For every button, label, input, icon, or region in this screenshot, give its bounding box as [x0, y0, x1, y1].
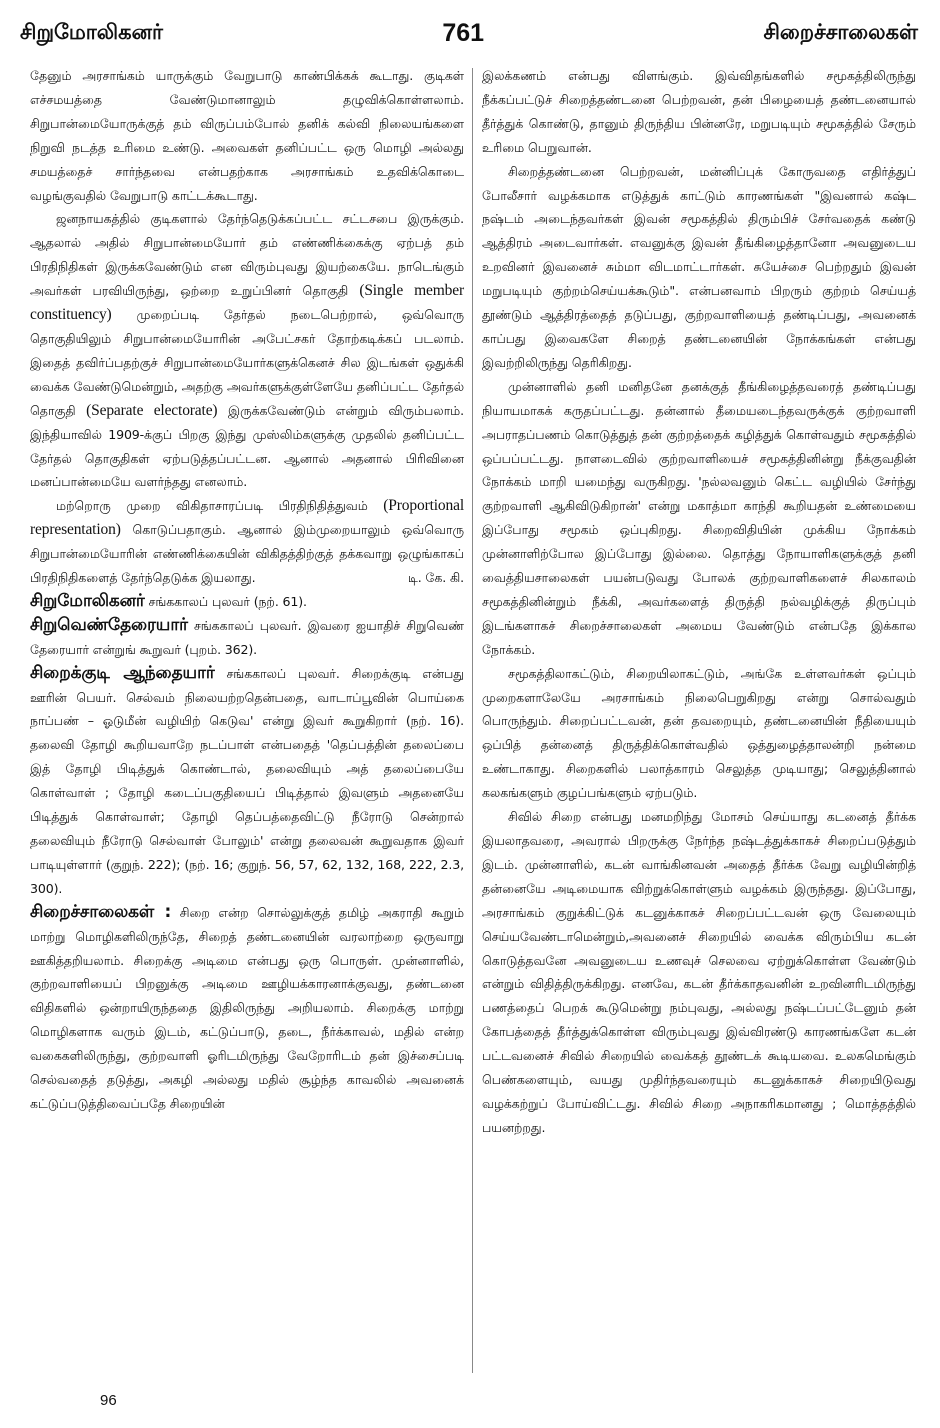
page-number: 761: [442, 18, 485, 47]
running-header: [20, 10, 918, 56]
text-run: முறைப்படி தேர்தல் நடைபெற்றால், ஒவ்வொரு தொகுதியிலும் சிறுபான்மையோரின் அபேட்சகர் தோற்கடிக்கப் படலாம். இதைத் தவிர்ப்பதற்குச் சிறுபான்மையோர்களுக்கெனச் சில இடங்கள் ஒதுக்கி வைக்க வேண்டுமென்றும், அதற்கு அவர்களுக்குள்ளேயே தனிப்பட்ட தேர்தல் தொகுதி: [30, 307, 464, 418]
entry-text: சிறை என்ற சொல்லுக்குத் தமிழ் அகராதி கூறும் மாற்று மொழிகளிலிருந்தே, சிறைத் தண்டனையின் வரலாற்றை ஒருவாறு ஊகித்தறியலாம். சிறைக்கு அடிமை என்பது ஒரு பொருள். முன்னாளில், குற்றவாளியைப் பிறனுக்கு அடிமை ஊழியக்காரனாக்குவது, தண்டனை விதிகளில் ஒன்றாயிருந்ததை இதிலிருந்து அறியலாம். சிறைக்கு மாற்று மொழிகளாக வரும் இடம், கட்டுப்பாடு, தடை, நீர்க்காவல், மதில் என்ற வகைகளிலிருந்து, குற்றவாளி ஓரிடமிருந்து வேறோரிடம் தன் இச்சைப்படி செல்வதைத் தடுத்து, அகழி அல்லது மதில் சூழ்ந்த காவலில் அவனைக் கட்டுப்படுத்திவைப்பதே சிறையின்: [30, 904, 464, 1111]
text-run: இருக்கவேண்டும் என்றும் விரும்பலாம். இந்தியாவில் 1909-க்குப் பிறகு இந்து முஸ்லிம்களுக்கு முதலில் தனிப்பட்ட தேர்தல் தொகுதிகள் ஏற்படுத்தப்பட்டன. ஆனால் அதனால் பிரிவினை மனப்பான்மையே வளர்ந்தது எனலாம்.: [30, 402, 464, 490]
paragraph: சமூகத்திலாகட்டும், சிறையிலாகட்டும், அங்கே உள்ளவர்கள் ஒப்பும் முறைகளாலேயே அரசாங்கம் நிலைபெறுகிறது என்று சொல்வதும் பொருந்தும். சிறைப்பட்டவன், தன் தவறையும், தண்டனையின் நீதியையும் ஒப்பித் தன்னைத் திருத்திக்கொள்வதில் ஒத்துழைத்தாலன்றி நன்மை உண்டாகாது. சிறைகளில் பலாத்காரம் செலுத்த முடியாது; செலுத்தினால் கலகங்களும் குழப்பங்களும் ஏற்படும்.: [482, 665, 916, 801]
header-right-guideword: சிறைச்சாலைகள்: [763, 19, 918, 44]
paragraph: [30, 207, 464, 494]
paragraph: [30, 494, 464, 590]
text-run: கொடுப்பதாகும். ஆனால் இம்முறையாலும் ஒவ்வொரு சிறுபான்மையோரின் எண்ணிக்கையின் விகிதத்திற்குத் தக்கவாறு ஒழுங்காகப் பிரதிநிதிகளைத் தேர்ந்தெடுக்க இயலாது.: [30, 522, 465, 586]
column-divider: [472, 68, 473, 1373]
entry-text: சங்ககாலப் புலவர். இவரை ஐயாதிச் சிறுவெண் தேரையார் என்றுங் கூறுவர் (புறம். 362).: [30, 617, 465, 657]
text-run: ஜனநாயகத்தில் குடிகளால் தேர்ந்தெடுக்கப்பட்ட சட்டசபை இருக்கும். ஆதலால் அதில் சிறுபான்மையோர் தம் எண்ணிக்கைக்கு ஏற்பத் தம் பிரதிநிதிகள் இருக்கவேண்டும் என விரும்புவது இயற்கையே. நாடெங்கும் அவர்கள் பரவியிருந்து, ஒற்றை உறுப்பினர் தொகுதி: [30, 211, 464, 299]
left-column: [30, 64, 464, 1116]
entry: [30, 901, 464, 1116]
right-column: [482, 64, 916, 1140]
text-run: மற்றொரு முறை விகிதாசாரப்படி பிரதிநிதித்துவம்: [56, 498, 368, 514]
entry-headword: சிறைச்சாலைகள் :: [30, 901, 172, 922]
entry-text: சங்ககாலப் புலவர் (நற். 61).: [148, 593, 307, 609]
paragraph: சிறைத்தண்டனை பெற்றவன், மன்னிப்புக் கோருவதை எதிர்த்துப் போலீசார் வழக்கமாக எடுத்துக் காட்டும் காரணங்கள் "இவனால் கஷ்ட நஷ்டம் அடைந்தவர்கள் இவன் சமூகத்தில் திரும்பிச் சேர்வதைக் கண்டு ஆத்திரம் அடைவார்கள். எவனுக்கு இவன் தீங்கிழைத்தானோ அவனுடைய உறவினர் இவனைச் சும்மா விடமாட்டார்கள். சுயேச்சை பெற்றதும் இவன் மறுபடியும் குற்றம்செய்யக்கூடும்". என்பனவாம் பிறரும் குற்றம் செய்யத் தூண்டும் ஆத்திரத்தைத் தடுப்பது, குற்றவாளியைத் தண்டிப்பது, அவனைக் காப்பது இவைகளே சிறைத் தண்டனையின் நோக்கங்கள் என்பது இவற்றிலிருந்து தெரிகிறது.: [482, 163, 916, 370]
english-term: (Single member constituency): [30, 282, 464, 324]
entry-text: சங்ககாலப் புலவர். சிறைக்குடி என்பது ஊரின் பெயர். செல்வம் நிலையற்றதென்பதை, வாடாப்பூவின் பொய்கை நாப்பண் – ஓடுமீன் வழியிற் கெடுவ' என்று இவர் கூறுகிறார் (நற். 16). தலைவி தோழி கூறியவாறே நடப்பாள் என்பதைத் 'தெப்பத்தின் தலைப்பை இத் தோழி பிடித்துக் கொண்டால், தலைவியும் அத் தலைப்பையே கொள்வாள் ; தோழி கடைப்பகுதியைப் பிடித்தால் இவளும் அதனையே பிடித்துக் கொள்வாள்; தோழி தெப்பத்தைவிட்டு நீரோடு சென்றால் தலைவியும் நீரோடு செல்வாள் போலும்' என்று தலைவன் கூறுவதாக இவர் பாடியுள்ளார் (குறுந். 222); (நற். 16; குறுந். 56, 57, 62, 132, 168, 222, 2.3, 300).: [30, 665, 464, 896]
paragraph: சிவில் சிறை என்பது மனமறிந்து மோசம் செய்யாது கடனைத் தீர்க்க இயலாதவரை, அவரால் பிறருக்கு நேர்ந்த நஷ்டத்துக்காகச் சிறைப்படுத்தும் இடம். முன்னாளில், கடன் வாங்கினவன் அதைத் தீர்க்க வேறு வழியின்றித் தன்னையே அடிமையாக விற்றுக்கொள்ளும் வழக்கம் இருந்தது. இப்போது, அரசாங்கம் குறுக்கிட்டுக் கடனுக்காகச் சிறைப்பட்டவன் ஒரு வேலையும் செய்யவேண்டாமென்றும்,அவனைச் சிறையில் வைக்க விரும்பிய கடன் கொடுத்தவனே அவனுடைய உணவுச் செலவை ஏற்றுக்கொள்ள வேண்டும் என்றும் விதித்திருக்கிறது. எனவே, கடன் தீர்க்காதவனின் உறவினரிடமிருந்து பணத்தைப் பெறக் கூடுமென்று நம்புவது, அல்லது நஷ்டப்பட்டேனும் தன் கோபத்தைத் தீர்த்துக்கொள்ள விரும்புவது இவ்விரண்டு காரணங்களே கடன் பட்டவனைச் சிவில் சிறையில் வைக்கத் தூண்டக் கூடியவை. உலகமெங்கும் பெண்களையும், வயது முதிர்ந்தவரையும் கடனுக்காகச் சிறையிடுவது வழக்கற்றுப் போய்விட்டது. சிவில் சிறை அநாகரிகமானது ; மொத்தத்தில் பயனற்றது.: [482, 809, 916, 1135]
paragraph: முன்னாளில் தனி மனிதனே தனக்குத் தீங்கிழைத்தவரைத் தண்டிப்பது நியாயமாகக் கருதப்பட்டது. தன்னால் தீமையடைந்தவருக்குக் குற்றவாளி அபராதப்பணம் கொடுத்துத் தன் குற்றத்தைக் கழித்துக் கொள்வதும் சமூகத்தில் ஒப்பப்பட்டது. நாளடைவில் குற்றவாளியைச் சமூகத்தினின்று நீக்குவதின் நோக்கம் மாறி யமைந்து வருகிறது. 'நல்லவனும் கெட்ட வழியில் சேர்ந்து குற்றவாளி ஆகிவிடுகிறான்' என்று மகாத்மா காந்தி கூறியதன் உண்மையை இப்போது சமூகம் ஒப்புகிறது. சிறைவிதியின் முக்கிய நோக்கம் முன்னாளிற்போல இப்போது இல்லை. தொத்து நோயாளிகளுக்குத் தனி வைத்தியசாலைகள் பயன்படுவது போலக் குற்றவாளிகளைச் சிலகாலம் சமூகத்தினின்றும் நீக்கி, அவர்களைத் திருத்தி நல்வழிக்குத் திருப்பும் இடங்களாகச் சிறைச்சாலைகள் அமைய வேண்டும் என்பதே இக்கால நோக்கம்.: [482, 378, 916, 657]
author-signature: டி. கே. கி.: [407, 570, 464, 586]
entry-headword: சிறுமோலிகனர்: [30, 590, 145, 611]
paragraph: தேனும் அரசாங்கம் யாருக்கும் வேறுபாடு காண்பிக்கக் கூடாது. குடிகள் எச்சமயத்தை வேண்டுமானாலும் தழுவிக்கொள்ளலாம். சிறுபான்மையோருக்குத் தம் விருப்பம்போல் தனிக் கல்வி நிலையங்களை நிறுவி நடத்த உரிமை உண்டு. அவைகள் தனிப்பட்ட ஒரு மொழி அல்லது சமயத்தைச் சார்ந்தவை என்பதற்காக அரசாங்கம் உதவிக்கொடை வழங்குவதில் வேறுபாடு காட்டக்கூடாது.: [30, 68, 464, 203]
english-term: (Separate electorate): [86, 401, 218, 419]
header-left-guideword: சிறுமோலிகனர்: [20, 19, 163, 44]
paragraph: இலக்கணம் என்பது விளங்கும். இவ்விதங்களில் சமூகத்திலிருந்து நீக்கப்பட்டுச் சிறைத்தண்டனை பெற்றவன், தன் பிழையைத் தண்டனையால் தீர்த்துக் கொண்டு, தானும் திருந்திய பின்னரே, மறுபடியும் சமூகத்தில் சேரும் உரிமை பெறுவான்.: [482, 68, 916, 155]
english-term: (Proportional representation): [30, 497, 464, 539]
folio-number: 96: [100, 1392, 117, 1409]
entry: [30, 662, 464, 901]
entry: [30, 614, 464, 662]
entry-headword: சிறைக்குடி ஆந்தையார்: [30, 662, 215, 683]
entry: [30, 590, 464, 614]
entry-headword: சிறுவெண்தேரையார்: [30, 614, 188, 635]
